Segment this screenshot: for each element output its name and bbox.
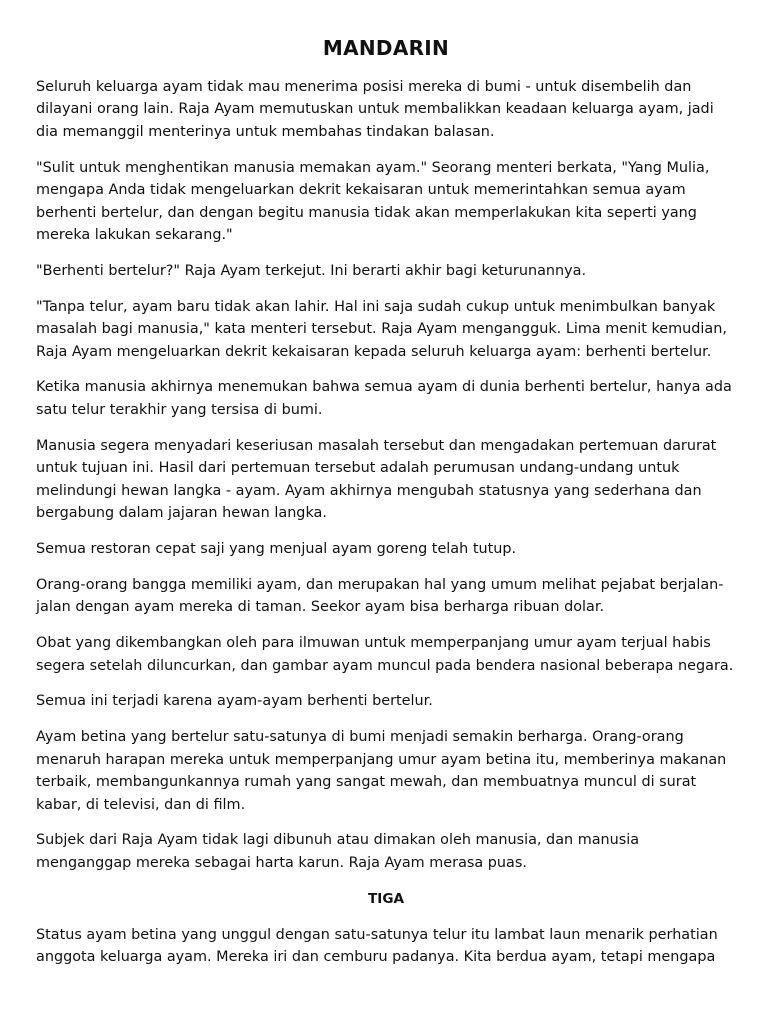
paragraph: Obat yang dikembangkan oleh para ilmuwan untuk memperpanjang umur ayam terjual habis segera setelah diluncurkan, dan gambar ayam muncul pada bendera nasional beberapa negara. <box>36 635 734 674</box>
paragraph: Semua restoran cepat saji yang menjual ayam goreng telah tutup. <box>36 540 517 557</box>
paragraph: Status ayam betina yang unggul dengan satu-satunya telur itu lambat laun menarik perhatian anggota keluarga ayam. Mereka iri dan cemburu padanya. Kita berdua ayam, tetapi mengapa <box>36 926 718 966</box>
paragraph: Semua ini terjadi karena ayam-ayam berhenti bertelur. <box>36 693 433 710</box>
paragraph: Seluruh keluarga ayam tidak mau menerima posisi mereka di bumi - untuk disembelih dan dilayani orang lain. Raja Ayam memutuskan untuk membalikkan keadaan keluarga ayam, jadi dia memanggil menterinya untuk membahas tindakan balasan. <box>36 79 714 140</box>
paragraph: Ayam betina yang bertelur satu-satunya di bumi menjadi semakin berharga. Orang-orang menaruh harapan mereka untuk memperpanjang umur ayam betina itu, memberinya makanan terbaik, membangunkannya rumah yang sangat mewah, dan membuatnya muncul di surat kabar, di televisi, dan di film. <box>36 729 727 813</box>
paragraph: "Tanpa telur, ayam baru tidak akan lahir. Hal ini saja sudah cukup untuk menimbulkan banyak masalah bagi manusia," kata menteri tersebut. Raja Ayam mengangguk. Lima menit kemudian, Raja Ayam mengeluarkan dekrit kekaisaran kepada seluruh keluarga ayam: berhenti bertelur. <box>36 298 727 360</box>
document-title: MANDARIN <box>322 36 450 60</box>
paragraph: Subjek dari Raja Ayam tidak lagi dibunuh atau dimakan oleh manusia, dan manusia menganggap mereka sebagai harta karun. Raja Ayam merasa puas. <box>36 832 640 871</box>
paragraph: "Berhenti bertelur?" Raja Ayam terkejut. Ini berarti akhir bagi keturunannya. <box>36 262 587 279</box>
section-heading: TIGA <box>367 890 404 907</box>
document-page <box>36 34 736 982</box>
paragraph: Orang-orang bangga memiliki ayam, dan merupakan hal yang umum melihat pejabat berjalan-jalan dengan ayam mereka di taman. Seekor ayam bisa berharga ribuan dolar. <box>36 576 724 616</box>
paragraph: Ketika manusia akhirnya menemukan bahwa semua ayam di dunia berhenti bertelur, hanya ada satu telur terakhir yang tersisa di bumi. <box>36 379 732 418</box>
paragraph: Manusia segera menyadari keseriusan masalah tersebut dan mengadakan pertemuan darurat untuk tujuan ini. Hasil dari pertemuan tersebut adalah perumusan undang-undang untuk melindungi hewan langka - ayam. Ayam akhirnya mengubah statusnya yang sederhana dan bergabung dalam jajaran hewan langka. <box>36 437 717 521</box>
paragraph: "Sulit untuk menghentikan manusia memakan ayam." Seorang menteri berkata, "Yang Mulia, mengapa Anda tidak mengeluarkan dekrit kekaisaran untuk memerintahkan semua ayam berhenti bertelur, dan dengan begitu manusia tidak akan memperlakukan kita seperti yang mereka lakukan sekarang." <box>36 159 710 243</box>
